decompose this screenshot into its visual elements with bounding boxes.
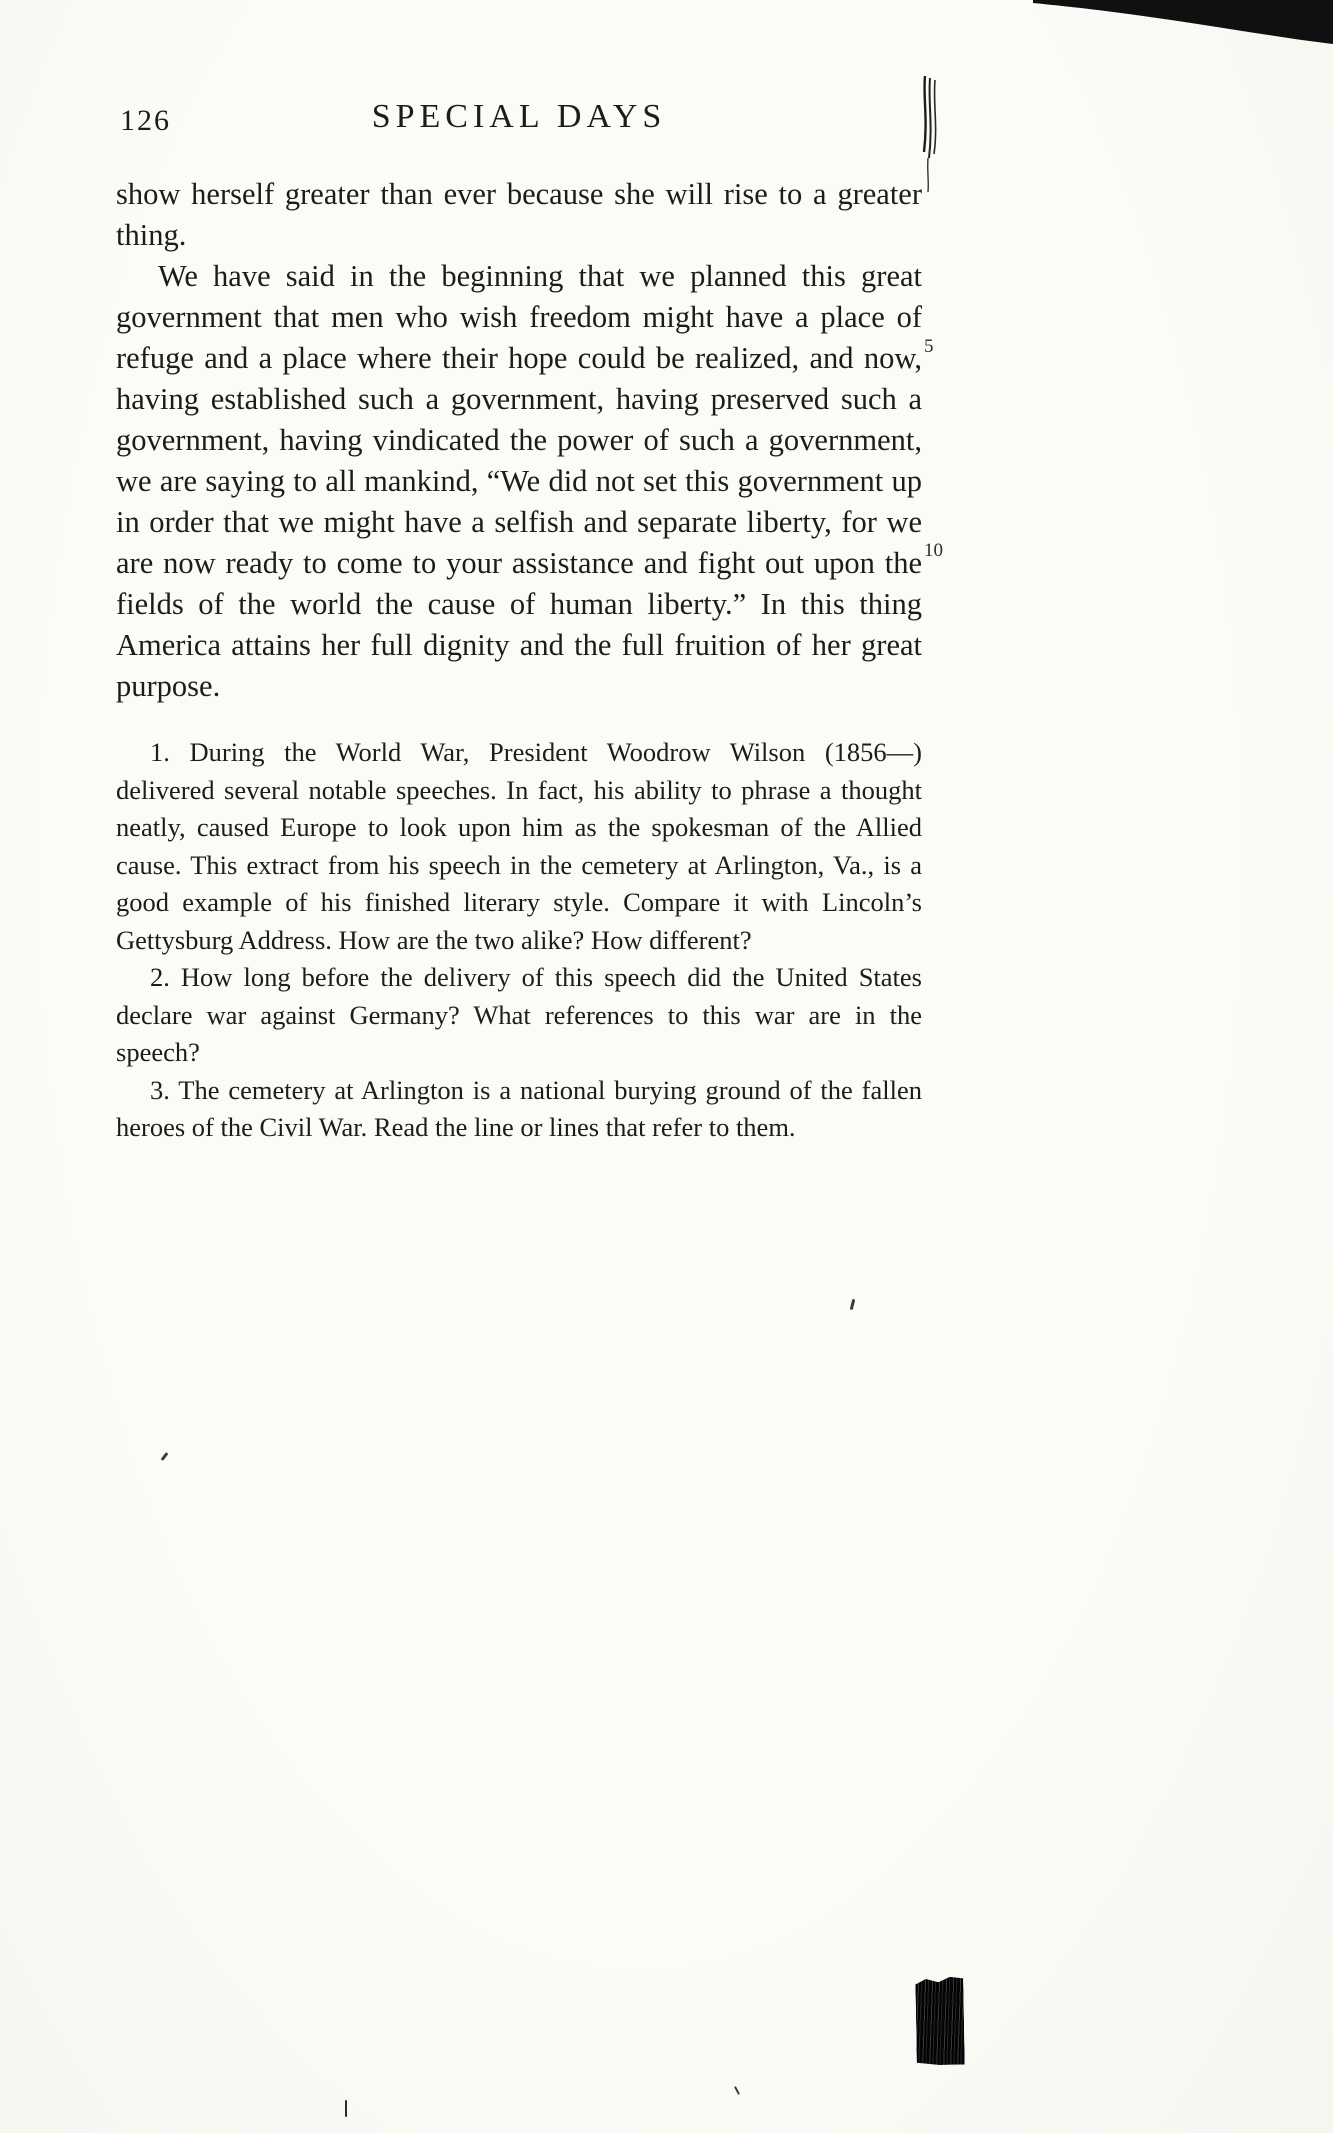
study-questions — [116, 734, 922, 1147]
text-column — [116, 96, 922, 1147]
note: 1. During the World War, President Woodrow Wilson (1856—) delivered several notable speeches. In fact, his ability to phrase a thought neatly, caused Europe to look upon him as the spokesman of the Allied cause. This extract from his speech in the cemetery at Arlington, Va., is a good example of his finished literary style. Compare it with Lincoln’s Gettysburg Address. How are the two alike? How different? — [116, 737, 922, 955]
page-number: 126 — [120, 104, 171, 137]
scan-speck — [345, 2100, 347, 2117]
note: 2. How long before the delivery of this speech did the United States declare war against Germany? What references to this war are in the speech? — [116, 962, 922, 1067]
scan-ink-squiggle — [920, 74, 942, 194]
paragraph: show herself greater than ever because she will rise to a greater thing. — [116, 177, 922, 252]
body-text — [116, 174, 922, 707]
page-header — [116, 96, 922, 144]
note: 3. The cemetery at Arlington is a national burying ground of the fallen heroes of the Civil War. Read the line or lines that refer to them. — [116, 1074, 922, 1142]
running-title: SPECIAL DAYS — [371, 98, 667, 135]
margin-line-number-10: 10 — [924, 540, 943, 561]
scan-bottom-smudge — [915, 1977, 965, 2066]
scan-speck — [850, 1299, 856, 1310]
margin-line-number-5: 5 — [924, 336, 934, 357]
paragraph: We have said in the beginning that we planned this great government that men who wish freedom might have a place of refuge and a place where their hope could be realized, and now, having established such a government, having preserved such a government, having vindicated the power of such a government, we are saying to all mankind, “We did not set this government up in order that we might have a selfish and separate liberty, for we are now ready to come to your assistance and fight out upon the fields of the world the cause of human liberty.” In this thing America attains her full dignity and the full fruition of her great purpose. — [116, 259, 922, 703]
scan-speck — [161, 1452, 169, 1461]
scan-corner-fold-mark — [1033, 0, 1333, 50]
scan-speck — [734, 2086, 740, 2095]
